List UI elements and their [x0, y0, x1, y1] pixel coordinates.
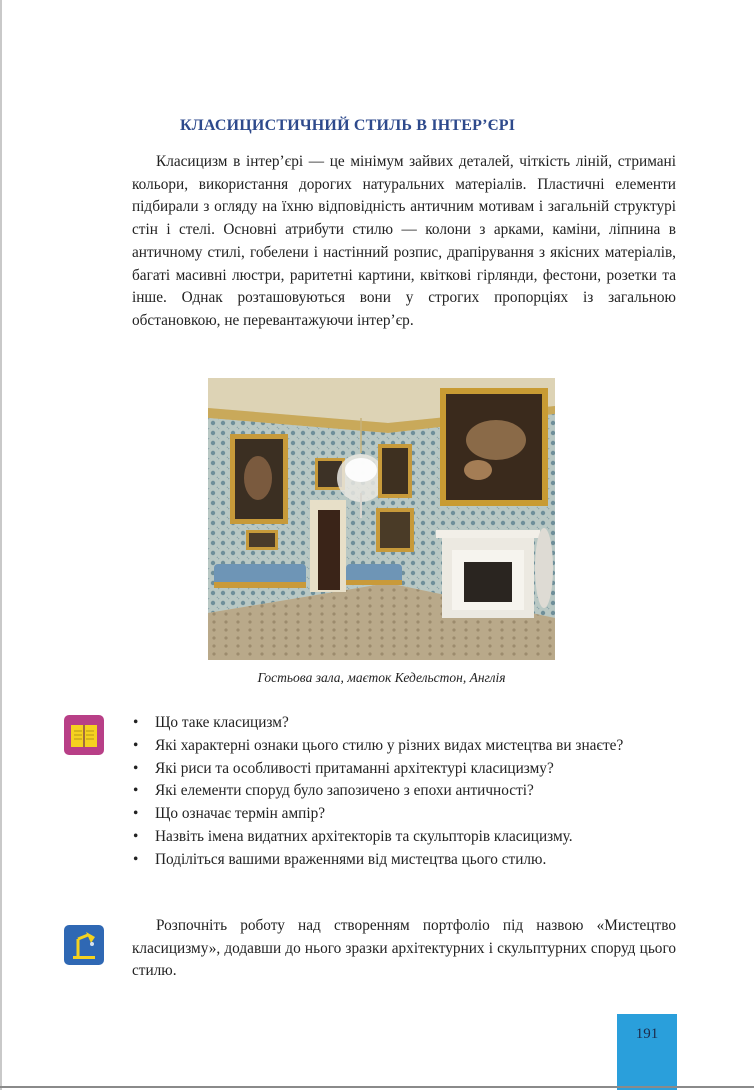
page-edge — [0, 0, 2, 1090]
bullet-icon: • — [133, 782, 139, 800]
photo-caption: Гостьова зала, маєток Кедельстон, Англія — [257, 670, 506, 685]
list-item — [133, 803, 677, 826]
bullet-icon: • — [133, 736, 139, 754]
question-text: Які елементи споруд було запозичено з епохи античності? — [155, 782, 534, 800]
bullet-icon: • — [133, 827, 139, 845]
list-item — [133, 712, 677, 735]
section-title: КЛАСИЦИСТИЧНИЙ СТИЛЬ В ІНТЕР’ЄРІ — [180, 117, 516, 134]
question-text: Що означає термін ампір? — [155, 805, 326, 823]
task-paragraph: Розпочніть роботу над створенням портфоліо під назвою «Мистецтво класицизму», додавши до нього зразки архітектурних і скульптурних споруд цього стилю. — [132, 917, 676, 980]
bullet-icon: • — [133, 805, 139, 823]
question-text: Що таке класицизм? — [155, 714, 289, 731]
page-number-badge — [617, 1014, 677, 1090]
question-text: Назвіть імена видатних архітекторів та скульпторів класицизму. — [155, 827, 573, 845]
list-item — [133, 849, 677, 872]
bullet-icon: • — [133, 714, 139, 731]
interior-photo — [208, 378, 555, 660]
page-number: 191 — [635, 1026, 659, 1042]
bullet-icon: • — [133, 850, 139, 868]
list-item — [133, 780, 677, 803]
desk-lamp-icon — [64, 925, 104, 965]
list-item — [133, 826, 677, 849]
question-text: Які характерні ознаки цього стилю у різних видах мистецтва ви знаєте? — [155, 736, 624, 754]
question-text: Які риси та особливості притаманні архітектурі класицизму? — [155, 759, 554, 777]
list-item — [133, 758, 677, 781]
questions-list — [133, 712, 677, 872]
page-edge-bottom — [0, 1086, 754, 1088]
book-icon — [64, 715, 104, 755]
bullet-icon: • — [133, 759, 139, 777]
question-text: Поділіться вашими враженнями від мистецтва цього стилю. — [155, 850, 547, 868]
list-item — [133, 735, 677, 758]
intro-paragraph: Класицизм в інтер’єрі — це мінімум зайвих деталей, чіткість ліній, стримані кольори, використання дорогих натуральних матеріалів. Пластичні елементи підбирали з огляду на їхню відповідність античним мотивам і загальній структурі стін і стелі. Основні атрибути стилю — колони з арками, каміни, ліпнина в античному стилі, гобелени і настінний розпис, драпірування з якісних матеріалів, багаті масивні люстри, раритетні картини, квіткові гірлянди, фестони, розетки та інше. Однак розташовуються вони у строгих пропорціях із загальною обстановкою, не перевантажуючи інтер’єр. — [132, 153, 676, 329]
